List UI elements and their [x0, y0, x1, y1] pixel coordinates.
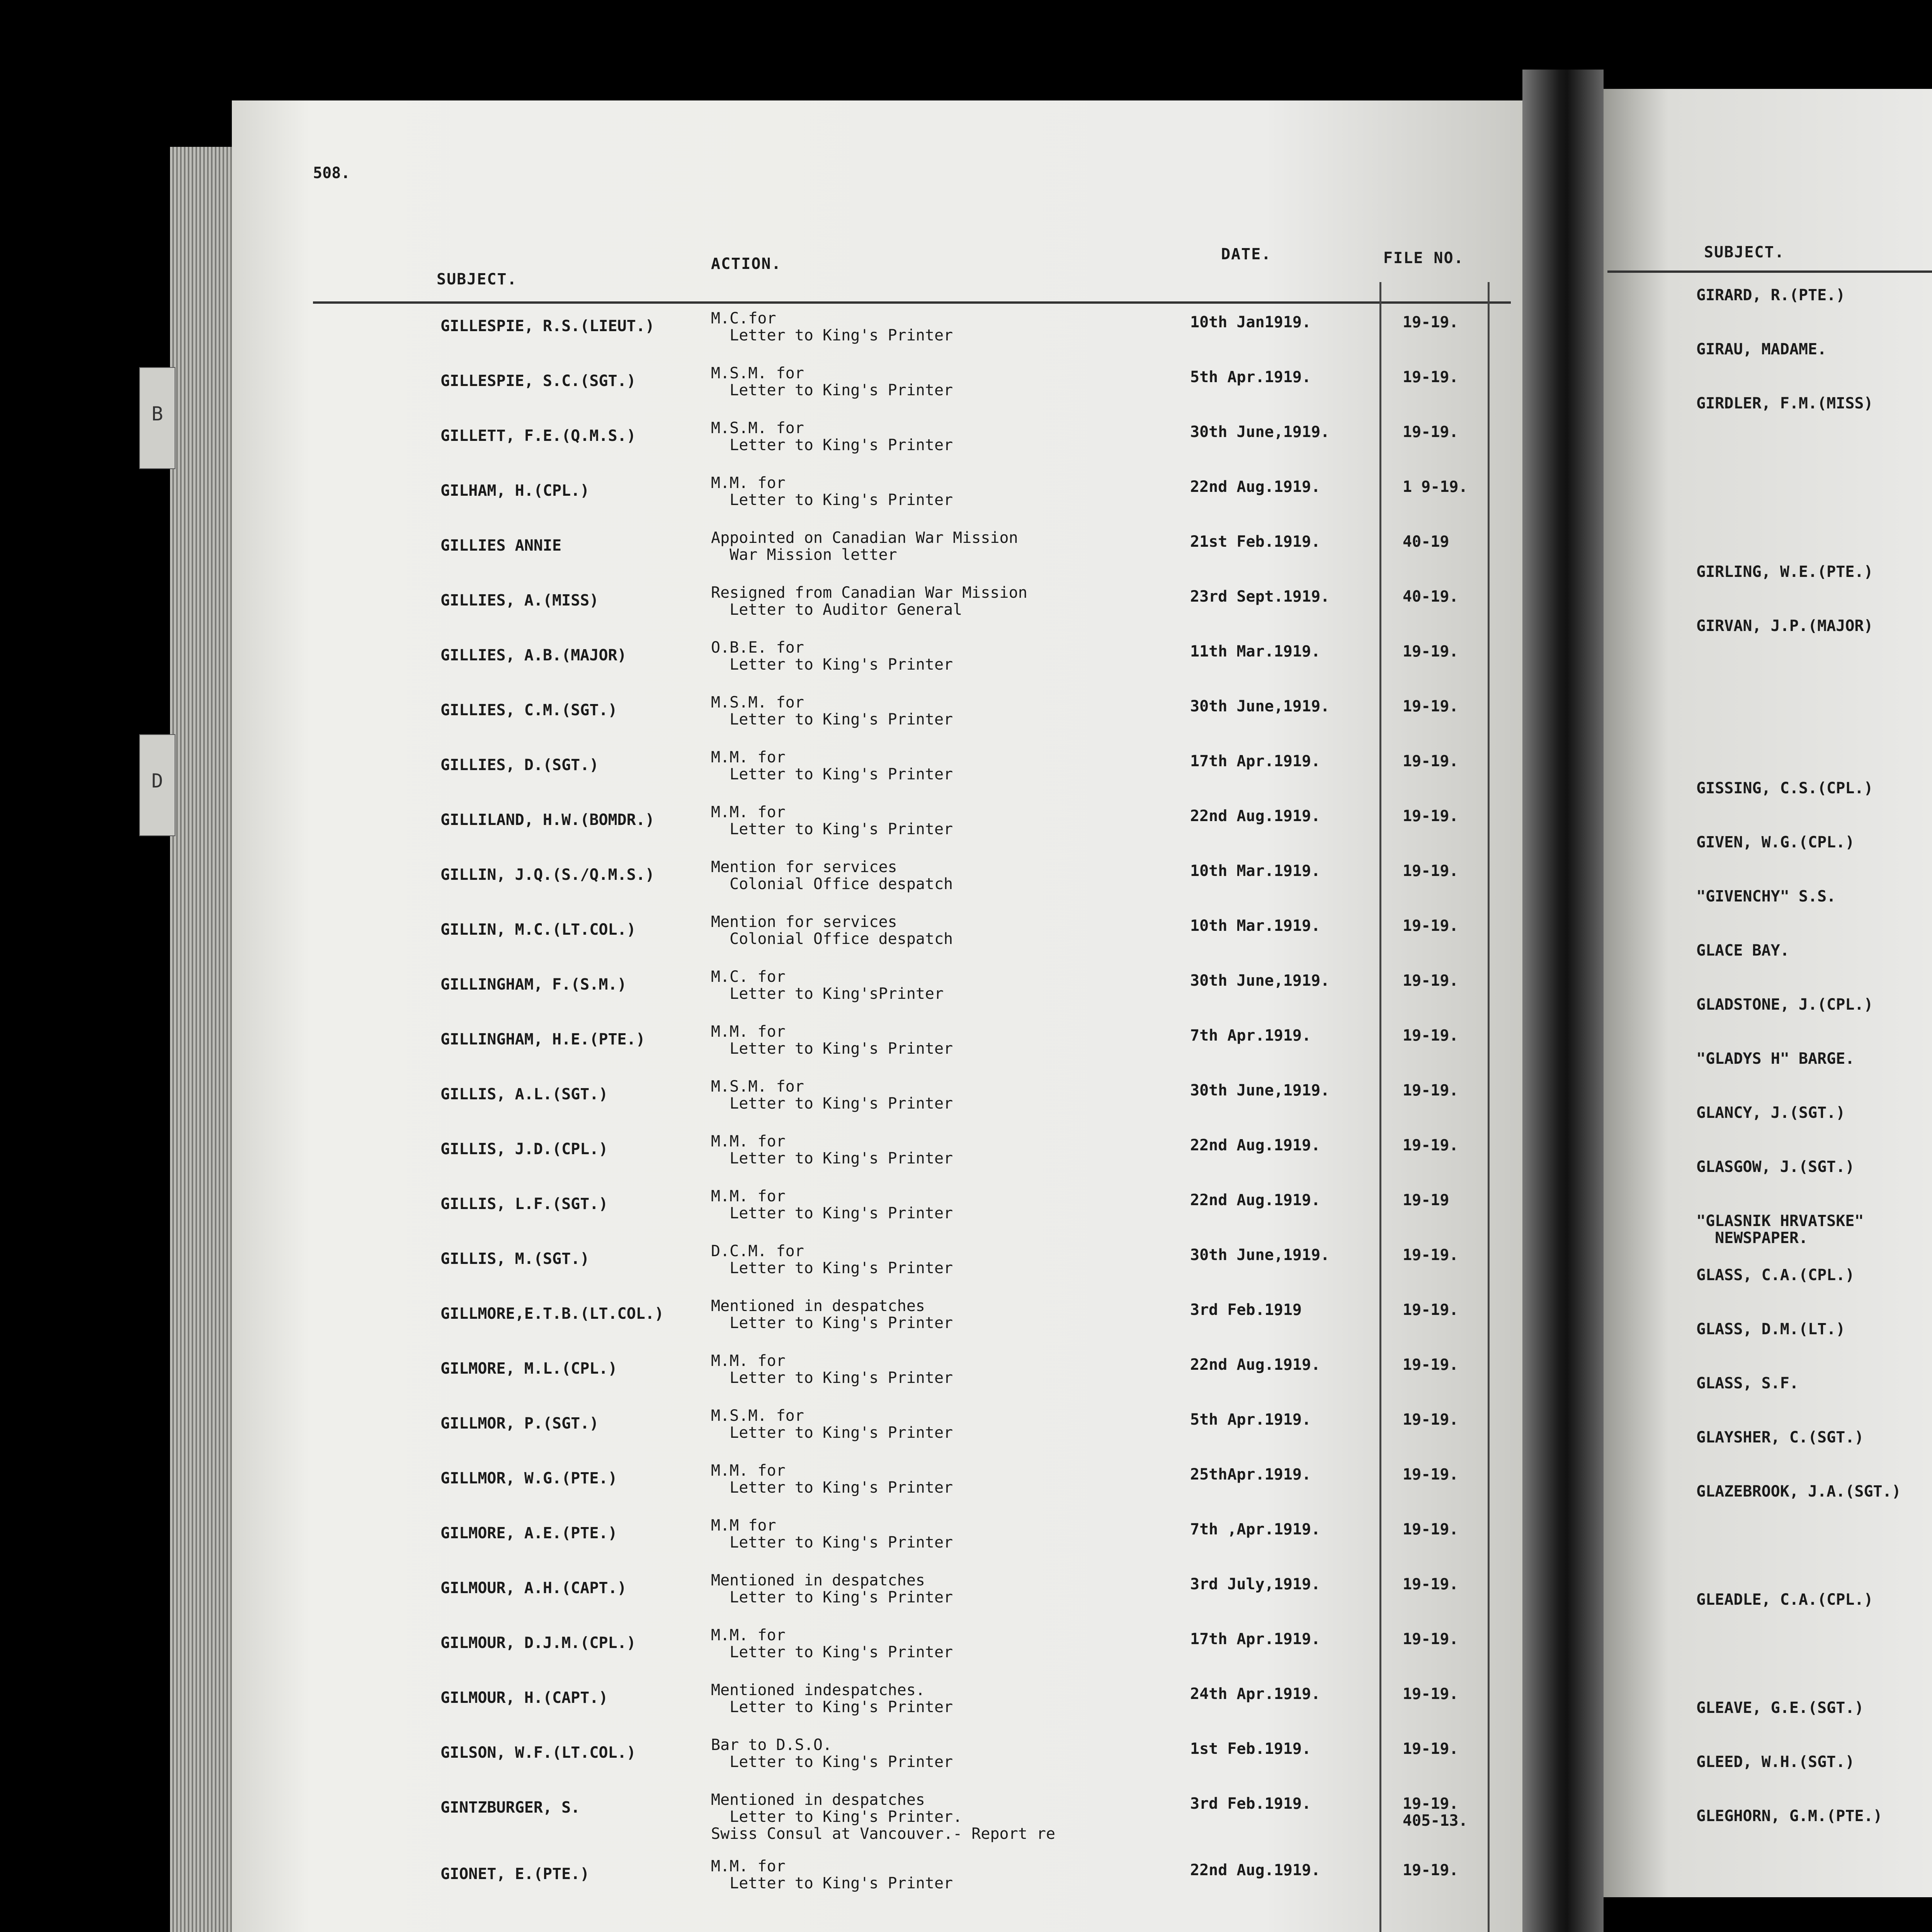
entry-subject: "GIVENCHY" S.S. — [1696, 888, 1836, 905]
entry-action: M.M. for — [711, 1023, 786, 1041]
entry-file-no: 19-19. — [1403, 752, 1459, 770]
entry-action: Letter to King's Printer — [711, 1479, 953, 1497]
entry-subject: GLAZEBROOK, J.A.(SGT.) — [1696, 1483, 1901, 1500]
entry-file-no: 19-19. — [1403, 1575, 1459, 1593]
header-subject: SUBJECT. — [437, 270, 517, 288]
entry-action: M.M. for — [711, 1133, 786, 1150]
entry-date: 11th Mar.1919. — [1190, 643, 1321, 660]
book-gutter — [1522, 70, 1604, 1932]
entry-file-no: 19-19. — [1403, 1082, 1459, 1099]
entry-date: 24th Apr.1919. — [1190, 1685, 1321, 1703]
entry-action: Letter to King's Printer — [711, 820, 953, 838]
entry-subject: GILMOUR, D.J.M.(CPL.) — [440, 1634, 636, 1652]
entry-action: M.M. for — [711, 1462, 786, 1480]
entry-action: M.S.M. for — [711, 694, 804, 711]
entry-date: 25thApr.1919. — [1190, 1466, 1311, 1483]
entry-action: M.S.M. for — [711, 419, 804, 437]
entry-action: M.M. for — [711, 1857, 786, 1875]
entry-date: 17th Apr.1919. — [1190, 1630, 1321, 1648]
entry-file-no: 19-19. — [1403, 1301, 1459, 1319]
entry-subject: GILLIN, J.Q.(S./Q.M.S.) — [440, 866, 655, 884]
entry-action: Letter to King's Printer — [711, 1314, 953, 1332]
entry-file-no: 19-19. — [1403, 643, 1459, 660]
header-rule — [313, 301, 1511, 304]
entry-subject: GILSON, W.F.(LT.COL.) — [440, 1744, 636, 1762]
entry-subject: GILLESPIE, R.S.(LIEUT.) — [440, 317, 655, 335]
entry-subject: GLADSTONE, J.(CPL.) — [1696, 996, 1873, 1014]
entry-subject: GILLINGHAM, H.E.(PTE.) — [440, 1031, 645, 1048]
entry-action: M.M for — [711, 1517, 776, 1534]
entry-date: 10th Mar.1919. — [1190, 862, 1321, 880]
entry-date: 21st Feb.1919. — [1190, 533, 1321, 551]
entry-subject: GILLIES, C.M.(SGT.) — [440, 701, 617, 719]
entry-action: Letter to King's Printer — [711, 1753, 953, 1771]
entry-subject: GIONET, E.(PTE.) — [440, 1865, 590, 1883]
right-ledger-page — [1604, 89, 1932, 1897]
entry-action: M.M. for — [711, 1626, 786, 1644]
entry-action: Letter to King's Printer — [711, 436, 953, 454]
entry-action: Letter to King's Printer — [711, 1204, 953, 1222]
entry-subject: GILMORE, A.E.(PTE.) — [440, 1524, 617, 1542]
entry-date: 5th Apr.1919. — [1190, 1411, 1311, 1429]
entry-subject: GIVEN, W.G.(CPL.) — [1696, 833, 1855, 851]
entry-subject: GILLINGHAM, F.(S.M.) — [440, 976, 627, 993]
entry-action: M.M. for — [711, 1352, 786, 1370]
entry-action: Resigned from Canadian War Mission — [711, 584, 1027, 602]
entry-subject: GILLIS, A.L.(SGT.) — [440, 1085, 608, 1103]
entry-date: 3rd Feb.1919. — [1190, 1795, 1311, 1813]
entry-action: Letter to King's Printer — [711, 1424, 953, 1442]
entry-action: Mentioned in despatches — [711, 1791, 925, 1809]
entry-date: 23rd Sept.1919. — [1190, 588, 1330, 605]
column-rule — [1379, 282, 1381, 1932]
entry-action: M.C.for — [711, 310, 776, 327]
entry-action: M.M. for — [711, 803, 786, 821]
entry-file-no: 19-19. — [1403, 368, 1459, 386]
entry-subject: GILLMOR, P.(SGT.) — [440, 1415, 599, 1432]
entry-action: Letter to King's Printer — [711, 1095, 953, 1112]
entry-action: Letter to King's Printer — [711, 491, 953, 509]
entry-action: Mention for services — [711, 913, 897, 931]
left-ledger-page — [232, 100, 1522, 1932]
entry-action: Letter to King's Printer — [711, 656, 953, 673]
entry-date: 3rd Feb.1919 — [1190, 1301, 1302, 1319]
entry-action: M.S.M. for — [711, 1407, 804, 1425]
entry-subject: GILLMORE,E.T.B.(LT.COL.) — [440, 1305, 664, 1323]
entry-subject: GIRLING, W.E.(PTE.) — [1696, 563, 1873, 581]
entry-subject: GLEGHORN, G.M.(PTE.) — [1696, 1807, 1883, 1825]
entry-action: Letter to King's Printer — [711, 1874, 953, 1892]
entry-subject: GILMOUR, A.H.(CAPT.) — [440, 1579, 627, 1597]
entry-file-no: 19-19. — [1403, 1630, 1459, 1648]
entry-action: Letter to King's Printer — [711, 1150, 953, 1167]
entry-subject: GILMOUR, H.(CAPT.) — [440, 1689, 608, 1707]
entry-action: D.C.M. for — [711, 1242, 804, 1260]
entry-subject: GILLILAND, H.W.(BOMDR.) — [440, 811, 655, 829]
entry-subject: GLACE BAY. — [1696, 942, 1789, 959]
entry-subject: GILLIS, L.F.(SGT.) — [440, 1195, 608, 1213]
entry-file-no: 40-19. — [1403, 588, 1459, 605]
entry-date: 1st Feb.1919. — [1190, 1740, 1311, 1758]
entry-action: Letter to King's Printer — [711, 1040, 953, 1058]
entry-action: Letter to King's Printer — [711, 1369, 953, 1387]
entry-subject: GILLIS, J.D.(CPL.) — [440, 1140, 608, 1158]
entry-date: 17th Apr.1919. — [1190, 752, 1321, 770]
entry-action: M.C. for — [711, 968, 786, 986]
entry-file-no: 405-13. — [1403, 1812, 1468, 1830]
entry-file-no: 19-19. — [1403, 1246, 1459, 1264]
entry-action: Letter to King's Printer — [711, 381, 953, 399]
entry-action: Letter to King'sPrinter — [711, 985, 944, 1003]
entry-action: Letter to King's Printer. — [711, 1808, 963, 1826]
entry-date: 22nd Aug.1919. — [1190, 807, 1321, 825]
entry-file-no: 40-19 — [1403, 533, 1449, 551]
entry-date: 30th June,1919. — [1190, 1082, 1330, 1099]
entry-subject: GIRARD, R.(PTE.) — [1696, 286, 1845, 304]
entry-action: Letter to King's Printer — [711, 711, 953, 728]
entry-action: Letter to King's Printer — [711, 1588, 953, 1606]
entry-action: Letter to King's Printer — [711, 765, 953, 783]
entry-file-no: 19-19. — [1403, 1520, 1459, 1538]
entry-subject: GIRVAN, J.P.(MAJOR) — [1696, 617, 1873, 635]
entry-subject: GLEADLE, C.A.(CPL.) — [1696, 1591, 1873, 1609]
entry-date: 22nd Aug.1919. — [1190, 1861, 1321, 1879]
entry-subject: GILLETT, F.E.(Q.M.S.) — [440, 427, 636, 445]
entry-action: Appointed on Canadian War Mission — [711, 529, 1018, 547]
entry-action: M.S.M. for — [711, 364, 804, 382]
entry-action: Colonial Office despatch — [711, 930, 953, 948]
entry-subject: GILLIES ANNIE — [440, 537, 562, 554]
entry-file-no: 19-19. — [1403, 1740, 1459, 1758]
entry-subject: "GLADYS H" BARGE. — [1696, 1050, 1855, 1068]
entry-file-no: 19-19. — [1403, 1027, 1459, 1044]
entry-action: Mentioned in despatches — [711, 1571, 925, 1589]
entry-subject: GISSING, C.S.(CPL.) — [1696, 779, 1873, 797]
entry-file-no: 19-19. — [1403, 862, 1459, 880]
entry-date: 10th Jan1919. — [1190, 313, 1311, 331]
entry-action: Colonial Office despatch — [711, 875, 953, 893]
entry-subject: GIRDLER, F.M.(MISS) — [1696, 395, 1873, 412]
entry-file-no: 19-19. — [1403, 1411, 1459, 1429]
entry-subject: NEWSPAPER. — [1696, 1229, 1808, 1247]
entry-file-no: 19-19. — [1403, 1685, 1459, 1703]
entry-action: Mention for services — [711, 858, 897, 876]
header-subject: SUBJECT. — [1704, 243, 1785, 261]
entry-date: 22nd Aug.1919. — [1190, 1191, 1321, 1209]
entry-file-no: 19-19 — [1403, 1191, 1449, 1209]
entry-date: 5th Apr.1919. — [1190, 368, 1311, 386]
entry-action: M.M. for — [711, 474, 786, 492]
header-rule — [1607, 270, 1932, 273]
header-date: DATE. — [1221, 245, 1272, 263]
entry-date: 30th June,1919. — [1190, 423, 1330, 441]
entry-file-no: 1 9-19. — [1403, 478, 1468, 496]
entry-date: 7th ,Apr.1919. — [1190, 1520, 1321, 1538]
column-rule — [1488, 282, 1490, 1932]
entry-subject: GLASS, S.F. — [1696, 1374, 1799, 1392]
entry-date: 30th June,1919. — [1190, 972, 1330, 990]
entry-file-no: 19-19. — [1403, 1861, 1459, 1879]
entry-action: M.S.M. for — [711, 1078, 804, 1095]
header-action: ACTION. — [711, 255, 782, 273]
entry-subject: GLASGOW, J.(SGT.) — [1696, 1158, 1855, 1176]
entry-date: 30th June,1919. — [1190, 1246, 1330, 1264]
entry-file-no: 19-19. — [1403, 1795, 1459, 1813]
index-tab-letter: D — [151, 770, 163, 792]
entry-file-no: 19-19. — [1403, 972, 1459, 990]
entry-action: Letter to King's Printer — [711, 1698, 953, 1716]
entry-action: War Mission letter — [711, 546, 897, 564]
entry-file-no: 19-19. — [1403, 313, 1459, 331]
entry-subject: GLEAVE, G.E.(SGT.) — [1696, 1699, 1864, 1717]
entry-date: 22nd Aug.1919. — [1190, 1356, 1321, 1374]
entry-subject: GILMORE, M.L.(CPL.) — [440, 1360, 617, 1378]
entry-action: Swiss Consul at Vancouver.- Report re — [711, 1825, 1056, 1843]
entry-action: Bar to D.S.O. — [711, 1736, 832, 1754]
entry-date: 30th June,1919. — [1190, 697, 1330, 715]
entry-subject: GIRAU, MADAME. — [1696, 340, 1827, 358]
entry-subject: GLAYSHER, C.(SGT.) — [1696, 1429, 1864, 1446]
entry-subject: GLASS, C.A.(CPL.) — [1696, 1266, 1855, 1284]
entry-action: M.M. for — [711, 1187, 786, 1205]
entry-action: M.M. for — [711, 748, 786, 766]
entry-file-no: 19-19. — [1403, 1466, 1459, 1483]
entry-subject: "GLASNIK HRVATSKE" — [1696, 1212, 1864, 1230]
entry-date: 10th Mar.1919. — [1190, 917, 1321, 935]
index-tab — [139, 367, 175, 469]
entry-subject: GILLIES, A.(MISS) — [440, 592, 599, 609]
entry-action: Mentioned indespatches. — [711, 1681, 925, 1699]
entry-subject: GLASS, D.M.(LT.) — [1696, 1320, 1845, 1338]
entry-subject: GLANCY, J.(SGT.) — [1696, 1104, 1845, 1122]
entry-subject: GILLESPIE, S.C.(SGT.) — [440, 372, 636, 390]
entry-date: 22nd Aug.1919. — [1190, 478, 1321, 496]
entry-file-no: 19-19. — [1403, 807, 1459, 825]
ledger-page-edges — [170, 147, 232, 1932]
entry-date: 3rd July,1919. — [1190, 1575, 1321, 1593]
entry-action: Letter to Auditor General — [711, 601, 963, 619]
entry-file-no: 19-19. — [1403, 1136, 1459, 1154]
entry-action: Mentioned in despatches — [711, 1297, 925, 1315]
entry-subject: GILLIES, A.B.(MAJOR) — [440, 646, 627, 664]
entry-date: 7th Apr.1919. — [1190, 1027, 1311, 1044]
page-number: 508. — [313, 164, 350, 182]
header-file-no: FILE NO. — [1383, 249, 1464, 267]
entry-subject: GILLIS, M.(SGT.) — [440, 1250, 590, 1268]
entry-action: Letter to King's Printer — [711, 1534, 953, 1551]
index-tab-letter: B — [151, 403, 163, 425]
entry-file-no: 19-19. — [1403, 1356, 1459, 1374]
entry-file-no: 19-19. — [1403, 917, 1459, 935]
entry-subject: GILHAM, H.(CPL.) — [440, 482, 590, 500]
entry-file-no: 19-19. — [1403, 423, 1459, 441]
entry-subject: GLEED, W.H.(SGT.) — [1696, 1753, 1855, 1771]
index-tab — [139, 734, 175, 836]
entry-subject: GINTZBURGER, S. — [440, 1799, 580, 1816]
entry-action: Letter to King's Printer — [711, 1259, 953, 1277]
entry-action: O.B.E. for — [711, 639, 804, 656]
entry-file-no: 19-19. — [1403, 697, 1459, 715]
entry-action: Letter to King's Printer — [711, 1643, 953, 1661]
entry-date: 22nd Aug.1919. — [1190, 1136, 1321, 1154]
entry-action: Letter to King's Printer — [711, 327, 953, 344]
entry-subject: GILLMOR, W.G.(PTE.) — [440, 1469, 617, 1487]
entry-subject: GILLIES, D.(SGT.) — [440, 756, 599, 774]
entry-subject: GILLIN, M.C.(LT.COL.) — [440, 921, 636, 939]
